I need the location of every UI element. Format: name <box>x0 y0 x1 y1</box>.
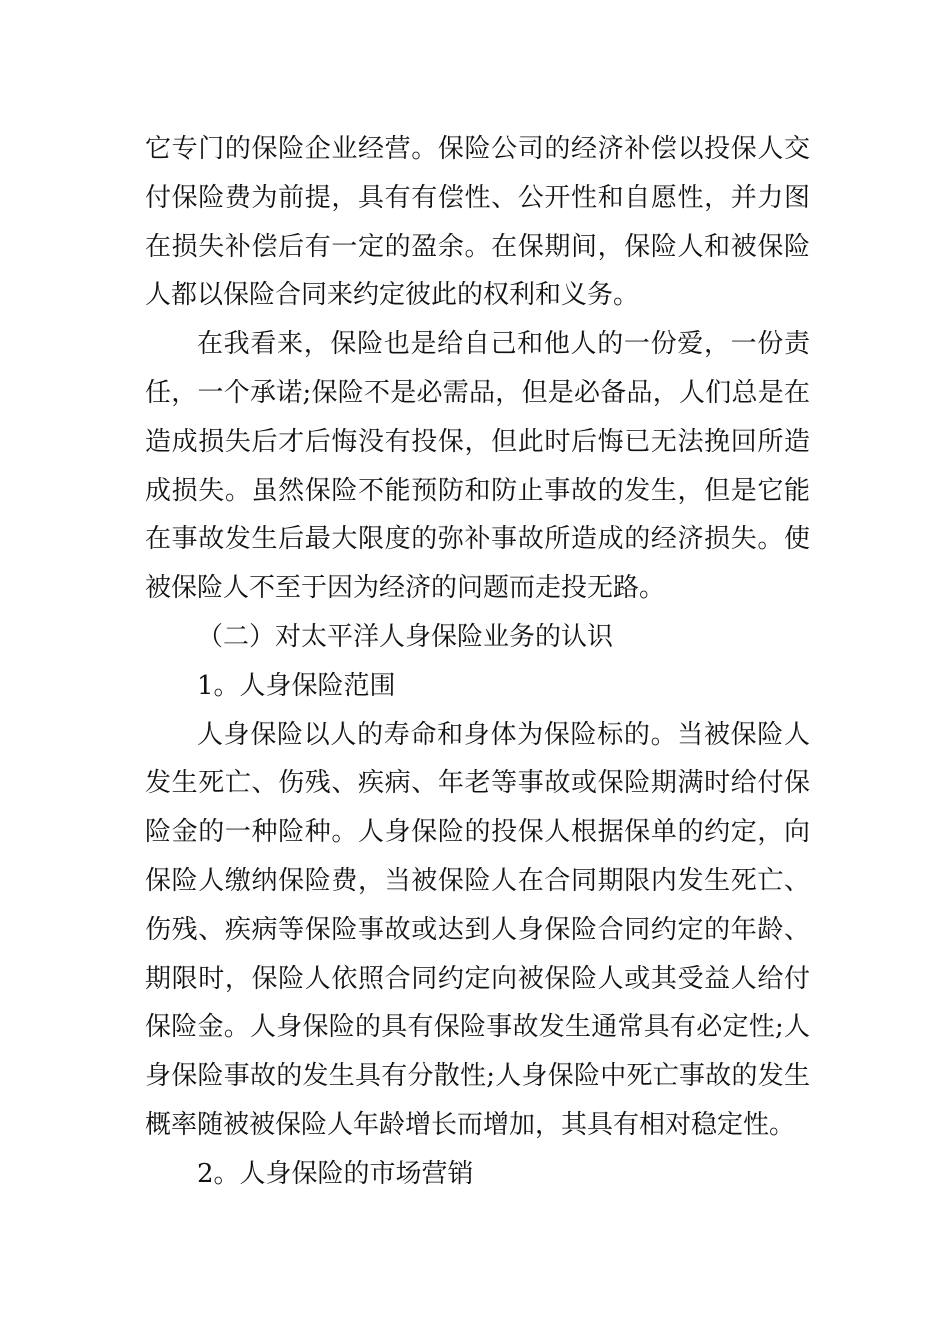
text-line: 概率随被被保险人年龄增长而增加，其具有相对稳定性。 <box>145 1109 796 1140</box>
paragraph-insurance-company <box>145 125 810 320</box>
text-line: 付保险费为前提，具有有偿性、公开性和自愿性，并力图 <box>145 182 810 213</box>
text-line: 被保险人不至于因为经济的问题而走投无路。 <box>145 573 666 604</box>
paragraph-my-view <box>145 320 810 613</box>
text-line: 在事故发生后最大限度的弥补事故所造成的经济损失。使 <box>145 524 810 555</box>
text-line: 期限时，保险人依照合同约定向被保险人或其受益人给付 <box>145 963 810 994</box>
subsection-heading: 2。人身保险的市场营销 <box>197 1158 474 1189</box>
text-line: 险金的一种险种。人身保险的投保人根据保单的约定，向 <box>145 817 810 848</box>
text-line: 伤残、疾病等保险事故或达到人身保险合同约定的年龄、 <box>145 914 810 945</box>
text-line: 人身保险以人的寿命和身体为保险标的。当被保险人 <box>197 719 810 750</box>
paragraph-life-insurance-scope <box>145 711 810 1150</box>
subsection-heading: 1。人身保险范围 <box>197 670 396 701</box>
text-line: 成损失。虽然保险不能预防和防止事故的发生，但是它能 <box>145 475 810 506</box>
text-line: 任，一个承诺;保险不是必需品，但是必备品，人们总是在 <box>145 377 810 408</box>
text-line: 造成损失后才后悔没有投保，但此时后悔已无法挽回所造 <box>145 426 810 457</box>
section-heading: （二）对太平洋人身保险业务的认识 <box>197 621 614 652</box>
text-line: 在我看来，保险也是给自己和他人的一份爱，一份责 <box>197 329 810 360</box>
text-line: 它专门的保险企业经营。保险公司的经济补偿以投保人交 <box>145 134 810 164</box>
text-line: 在损失补偿后有一定的盈余。在保期间，保险人和被保险 <box>145 231 810 262</box>
text-line: 保险人缴纳保险费，当被保险人在合同期限内发生死亡、 <box>145 865 810 896</box>
text-line: 人都以保险合同来约定彼此的权利和义务。 <box>145 280 640 311</box>
text-line: 身保险事故的发生具有分散性;人身保险中死亡事故的发生 <box>145 1061 810 1092</box>
document-page <box>145 125 810 1199</box>
text-line: 保险金。人身保险的具有保险事故发生通常具有必定性;人 <box>145 1012 810 1043</box>
text-line: 发生死亡、伤残、疾病、年老等事故或保险期满时给付保 <box>145 768 810 799</box>
